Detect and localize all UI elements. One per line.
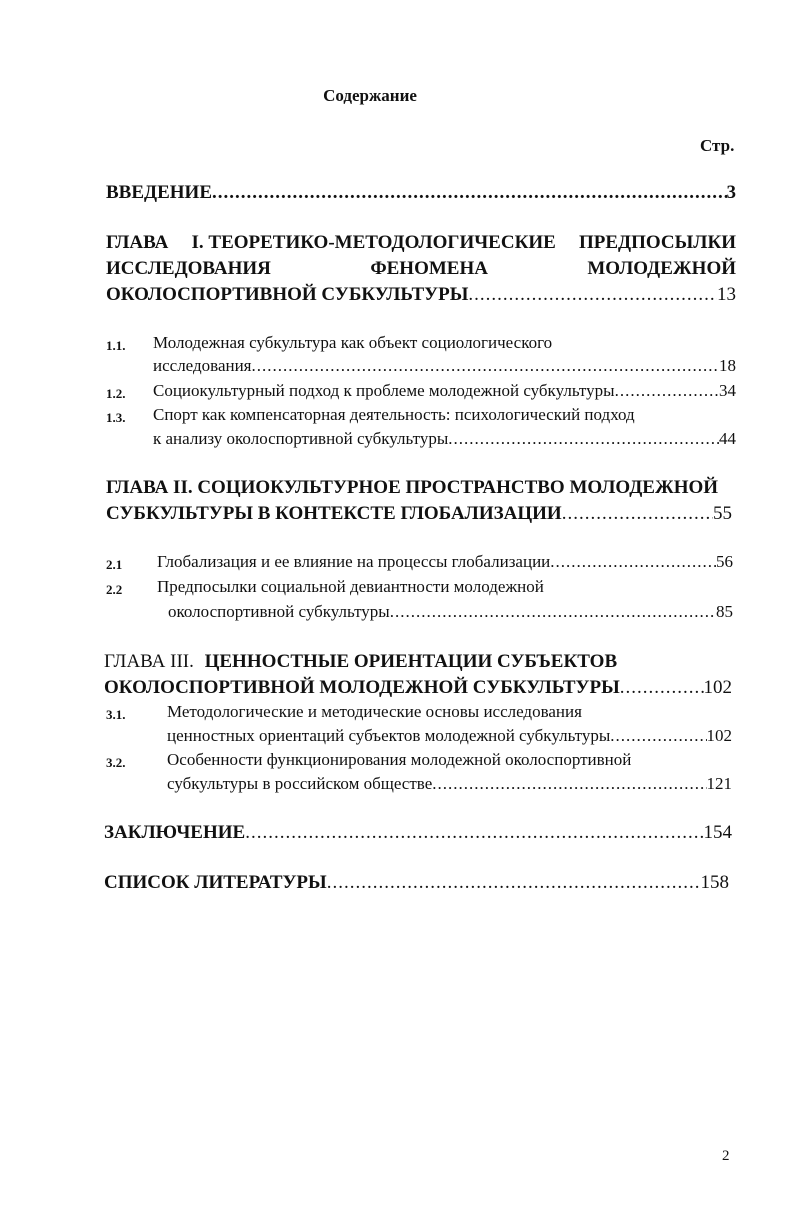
chapter-prefix: ГЛАВА III.: [104, 651, 194, 672]
leader-dots: [327, 870, 701, 896]
section-number: 1.2.: [106, 386, 126, 401]
toc-entry-1-1[interactable]: Молодежная субкультура как объект социологического: [153, 333, 553, 352]
entry-page: 85: [716, 602, 733, 621]
leader-dots: [212, 180, 727, 206]
chapter1-title-line1[interactable]: [106, 230, 736, 256]
toc-entry-1-1-cont[interactable]: [153, 354, 736, 377]
toc-entry-3-1[interactable]: Методологические и методические основы исследования: [167, 702, 582, 721]
leader-dots: [252, 354, 719, 377]
entry-page: 158: [700, 872, 729, 893]
entry-page: 121: [706, 774, 732, 793]
entry-label: исследования: [153, 356, 252, 375]
chapter2-title-line2[interactable]: [106, 501, 732, 527]
toc-entry-2-1[interactable]: [157, 550, 733, 573]
toc-entry-3-1-cont[interactable]: [167, 724, 732, 747]
leader-dots: [448, 427, 719, 450]
toc-entry-3-2-cont[interactable]: [167, 772, 732, 795]
chapter1-title-line3[interactable]: [106, 282, 736, 308]
section-number: 2.1: [106, 557, 123, 572]
leader-dots: [390, 600, 716, 623]
chapter-title: ЦЕННОСТНЫЕ ОРИЕНТАЦИИ СУБЪЕКТОВ: [204, 651, 618, 672]
section-number: 2.2: [106, 582, 123, 597]
leader-dots: [562, 501, 713, 527]
word: ГЛАВА: [106, 232, 169, 253]
entry-page: 154: [703, 822, 732, 843]
word: ФЕНОМЕНА: [370, 258, 488, 279]
entry-page: 34: [719, 381, 736, 400]
entry-page: 3: [726, 182, 736, 203]
word: ПРЕДПОСЫЛКИ: [578, 232, 736, 253]
leader-dots: [610, 724, 706, 747]
entry-label: Социокультурный подход к проблеме молодежной субкультуры: [153, 381, 615, 400]
word: ИССЛЕДОВАНИЯ: [106, 258, 271, 279]
entry-label: ОКОЛОСПОРТИВНОЙ МОЛОДЕЖНОЙ СУБКУЛЬТУРЫ: [104, 677, 620, 698]
entry-page: 102: [703, 677, 732, 698]
toc-entry-introduction[interactable]: [106, 180, 736, 206]
entry-page: 56: [716, 552, 733, 571]
entry-label: ценностных ориентаций субъектов молодежной субкультуры: [167, 726, 611, 745]
entry-label: околоспортивной субкультуры: [168, 602, 390, 621]
entry-label: СПИСОК ЛИТЕРАТУРЫ: [104, 872, 327, 893]
chapter3-title-line2[interactable]: [104, 675, 732, 701]
entry-page: 44: [719, 429, 736, 448]
toc-entry-1-3-cont[interactable]: [153, 427, 736, 450]
entry-page: 13: [717, 284, 736, 305]
section-number: 3.1.: [106, 707, 126, 722]
leader-dots: [245, 820, 703, 846]
entry-label: к анализу околоспортивной субкультуры: [153, 429, 449, 448]
entry-label: ВВЕДЕНИЕ: [106, 182, 212, 203]
entry-label: ЗАКЛЮЧЕНИЕ: [104, 822, 246, 843]
section-number: 3.2.: [106, 755, 126, 770]
toc-entry-conclusion[interactable]: [104, 820, 732, 846]
page-column-label: Стр.: [700, 136, 735, 155]
section-number: 1.1.: [106, 338, 126, 353]
chapter3-title-line1[interactable]: [104, 649, 617, 675]
toc-entry-2-2[interactable]: Предпосылки социальной девиантности молодежной: [157, 577, 544, 596]
entry-page: 102: [706, 726, 732, 745]
entry-page: 55: [713, 503, 732, 524]
leader-dots: [432, 772, 706, 795]
page-number: 2: [722, 1148, 730, 1164]
entry-label: субкультуры в российском обществе: [167, 774, 433, 793]
leader-dots: [468, 282, 717, 308]
entry-label: СУБКУЛЬТУРЫ В КОНТЕКСТЕ ГЛОБАЛИЗАЦИИ: [106, 503, 562, 524]
entry-label: ОКОЛОСПОРТИВНОЙ СУБКУЛЬТУРЫ: [106, 284, 469, 305]
word: I. ТЕОРЕТИКО-МЕТОДОЛОГИЧЕСКИЕ: [191, 232, 556, 253]
toc-entry-1-2[interactable]: [153, 379, 736, 402]
toc-entry-references[interactable]: [104, 870, 729, 896]
word: МОЛОДЕЖНОЙ: [587, 258, 736, 279]
entry-page: 18: [719, 356, 736, 375]
leader-dots: [615, 379, 719, 402]
chapter2-title-line1[interactable]: ГЛАВА II. СОЦИОКУЛЬТУРНОЕ ПРОСТРАНСТВО МОЛОДЕЖНОЙ: [106, 477, 719, 498]
entry-label: Глобализация и ее влияние на процессы глобализации: [157, 552, 551, 571]
leader-dots: [620, 675, 704, 701]
toc-entry-3-2[interactable]: Особенности функционирования молодежной околоспортивной: [167, 750, 632, 769]
leader-dots: [550, 550, 716, 573]
chapter1-title-line2[interactable]: [106, 256, 736, 282]
page-title: Содержание: [323, 86, 417, 105]
section-number: 1.3.: [106, 410, 126, 425]
toc-entry-2-2-cont[interactable]: [168, 600, 733, 623]
toc-entry-1-3[interactable]: Спорт как компенсаторная деятельность: психологический подход: [153, 405, 635, 424]
